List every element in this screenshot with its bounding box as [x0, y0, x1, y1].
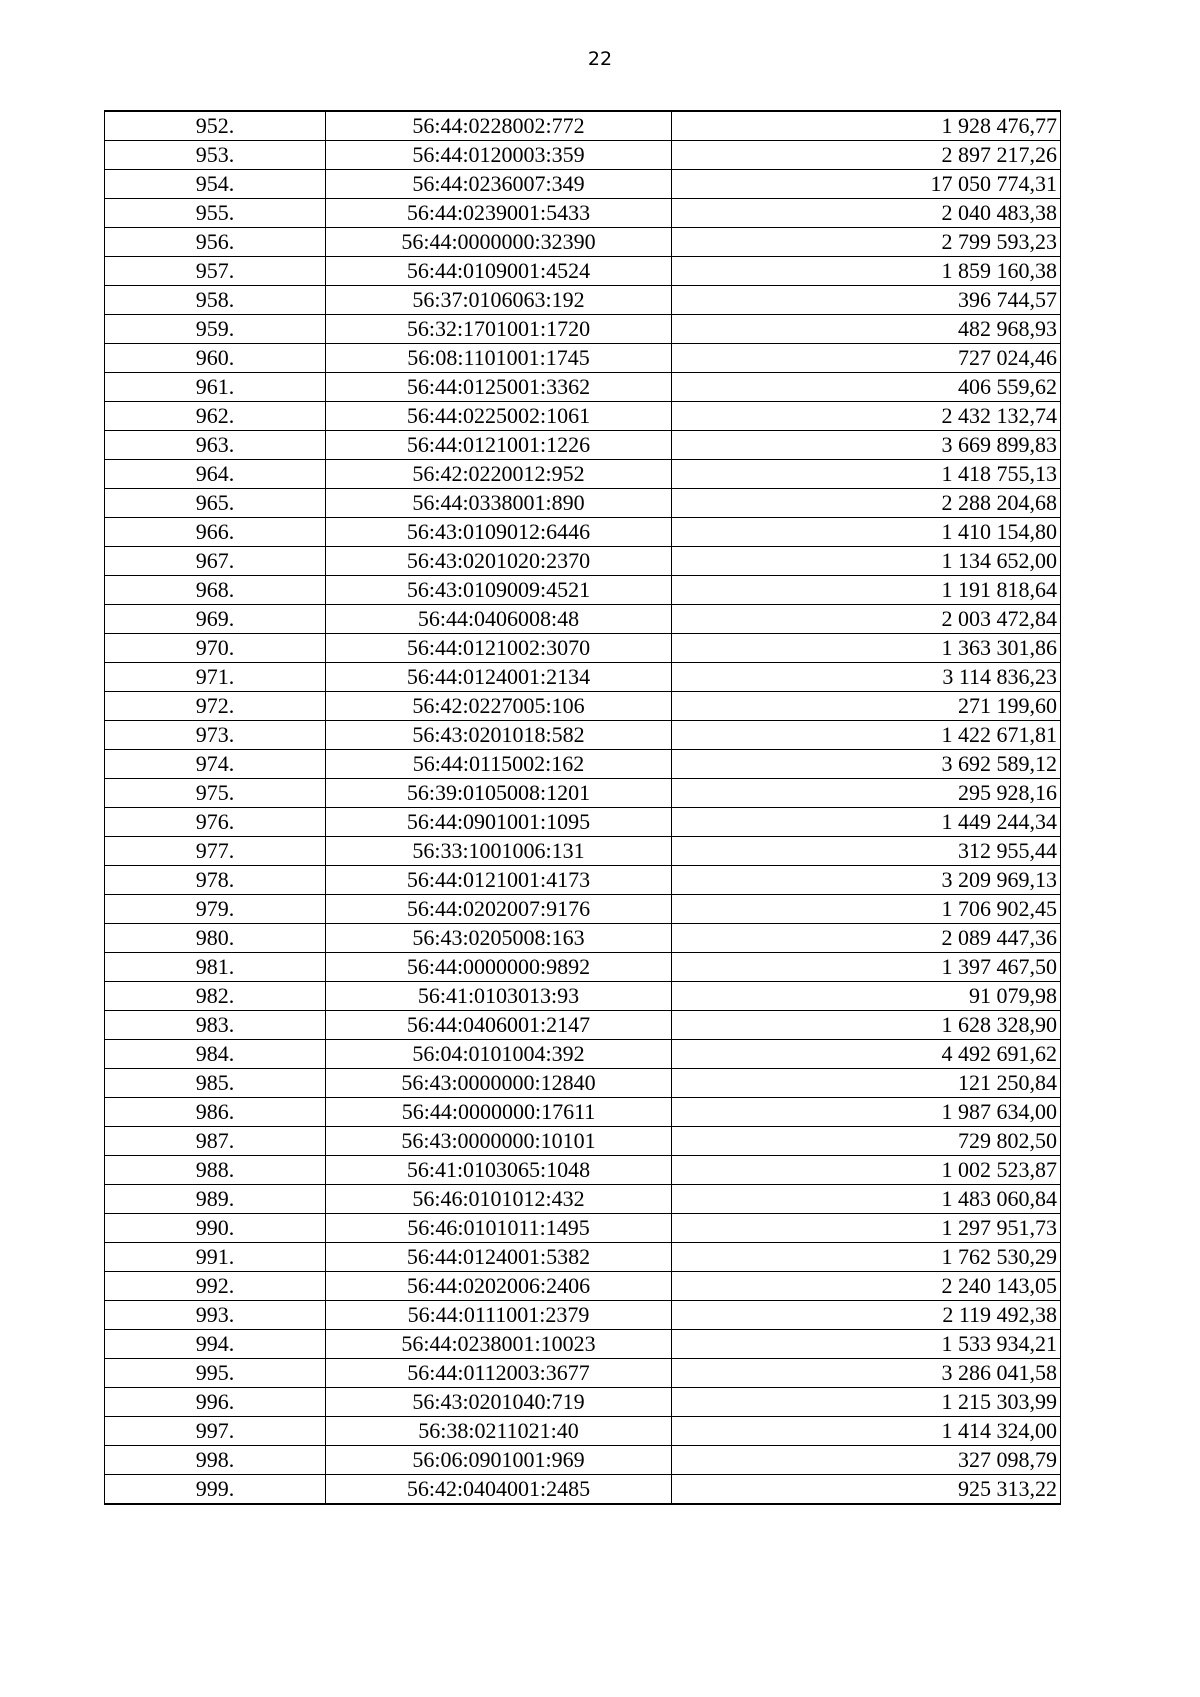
row-number-cell: 984.	[105, 1040, 326, 1069]
cadastral-number-cell: 56:44:0111001:2379	[326, 1301, 672, 1330]
table-row	[105, 315, 1061, 344]
row-number-cell: 981.	[105, 953, 326, 982]
cadastral-number-cell: 56:44:0000000:9892	[326, 953, 672, 982]
table-row	[105, 228, 1061, 257]
table-row	[105, 1156, 1061, 1185]
table-row	[105, 518, 1061, 547]
cadastral-number-cell: 56:44:0000000:17611	[326, 1098, 672, 1127]
cadastral-value-cell: 1 483 060,84	[672, 1185, 1061, 1214]
row-number-cell: 995.	[105, 1359, 326, 1388]
table-row	[105, 111, 1061, 141]
row-number-cell: 997.	[105, 1417, 326, 1446]
row-number-cell: 990.	[105, 1214, 326, 1243]
table-row	[105, 895, 1061, 924]
cadastral-value-cell: 327 098,79	[672, 1446, 1061, 1475]
table-row	[105, 1359, 1061, 1388]
cadastral-number-cell: 56:06:0901001:969	[326, 1446, 672, 1475]
cadastral-value-cell: 1 414 324,00	[672, 1417, 1061, 1446]
cadastral-number-cell: 56:43:0201040:719	[326, 1388, 672, 1417]
row-number-cell: 968.	[105, 576, 326, 605]
row-number-cell: 972.	[105, 692, 326, 721]
cadastral-number-cell: 56:08:1101001:1745	[326, 344, 672, 373]
cadastral-value-cell: 1 706 902,45	[672, 895, 1061, 924]
row-number-cell: 977.	[105, 837, 326, 866]
table-row	[105, 286, 1061, 315]
cadastral-value-cell: 295 928,16	[672, 779, 1061, 808]
cadastral-value-cell: 271 199,60	[672, 692, 1061, 721]
cadastral-number-cell: 56:44:0120003:359	[326, 141, 672, 170]
cadastral-number-cell: 56:41:0103013:93	[326, 982, 672, 1011]
table-row	[105, 199, 1061, 228]
cadastral-value-cell: 2 089 447,36	[672, 924, 1061, 953]
row-number-cell: 962.	[105, 402, 326, 431]
cadastral-value-cell: 482 968,93	[672, 315, 1061, 344]
table-row	[105, 1243, 1061, 1272]
table-row	[105, 431, 1061, 460]
table-row	[105, 1330, 1061, 1359]
cadastral-number-cell: 56:44:0406008:48	[326, 605, 672, 634]
table-row	[105, 1301, 1061, 1330]
cadastral-value-cell: 2 432 132,74	[672, 402, 1061, 431]
table-row	[105, 547, 1061, 576]
row-number-cell: 987.	[105, 1127, 326, 1156]
cadastral-value-cell: 2 119 492,38	[672, 1301, 1061, 1330]
table-row	[105, 750, 1061, 779]
row-number-cell: 999.	[105, 1475, 326, 1505]
table-row	[105, 170, 1061, 199]
cadastral-number-cell: 56:46:0101011:1495	[326, 1214, 672, 1243]
cadastral-number-cell: 56:44:0124001:5382	[326, 1243, 672, 1272]
cadastral-value-cell: 3 692 589,12	[672, 750, 1061, 779]
cadastral-number-cell: 56:04:0101004:392	[326, 1040, 672, 1069]
cadastral-number-cell: 56:44:0202006:2406	[326, 1272, 672, 1301]
cadastral-number-cell: 56:44:0406001:2147	[326, 1011, 672, 1040]
cadastral-value-cell: 1 533 934,21	[672, 1330, 1061, 1359]
table-row	[105, 1475, 1061, 1505]
cadastral-value-cell: 2 240 143,05	[672, 1272, 1061, 1301]
row-number-cell: 971.	[105, 663, 326, 692]
cadastral-number-cell: 56:44:0238001:10023	[326, 1330, 672, 1359]
cadastral-value-cell: 925 313,22	[672, 1475, 1061, 1505]
row-number-cell: 989.	[105, 1185, 326, 1214]
row-number-cell: 956.	[105, 228, 326, 257]
table-row	[105, 605, 1061, 634]
cadastral-number-cell: 56:44:0115002:162	[326, 750, 672, 779]
cadastral-number-cell: 56:44:0000000:32390	[326, 228, 672, 257]
table-row	[105, 402, 1061, 431]
cadastral-value-cell: 1 859 160,38	[672, 257, 1061, 286]
cadastral-value-cell: 727 024,46	[672, 344, 1061, 373]
cadastral-value-cell: 406 559,62	[672, 373, 1061, 402]
cadastral-value-cell: 312 955,44	[672, 837, 1061, 866]
cadastral-value-cell: 1 422 671,81	[672, 721, 1061, 750]
row-number-cell: 964.	[105, 460, 326, 489]
cadastral-number-cell: 56:42:0220012:952	[326, 460, 672, 489]
table-row	[105, 576, 1061, 605]
row-number-cell: 993.	[105, 1301, 326, 1330]
table-row	[105, 982, 1061, 1011]
cadastral-number-cell: 56:44:0124001:2134	[326, 663, 672, 692]
table-row	[105, 257, 1061, 286]
row-number-cell: 967.	[105, 547, 326, 576]
row-number-cell: 973.	[105, 721, 326, 750]
row-number-cell: 976.	[105, 808, 326, 837]
cadastral-number-cell: 56:44:0239001:5433	[326, 199, 672, 228]
cadastral-value-cell: 2 897 217,26	[672, 141, 1061, 170]
row-number-cell: 986.	[105, 1098, 326, 1127]
table-row	[105, 721, 1061, 750]
row-number-cell: 963.	[105, 431, 326, 460]
cadastral-value-cell: 1 418 755,13	[672, 460, 1061, 489]
cadastral-number-cell: 56:42:0227005:106	[326, 692, 672, 721]
table-row	[105, 489, 1061, 518]
cadastral-number-cell: 56:32:1701001:1720	[326, 315, 672, 344]
cadastral-value-cell: 1 987 634,00	[672, 1098, 1061, 1127]
cadastral-number-cell: 56:38:0211021:40	[326, 1417, 672, 1446]
table-row	[105, 924, 1061, 953]
cadastral-value-cell: 1 134 652,00	[672, 547, 1061, 576]
cadastral-number-cell: 56:39:0105008:1201	[326, 779, 672, 808]
table-row	[105, 808, 1061, 837]
cadastral-number-cell: 56:43:0109012:6446	[326, 518, 672, 547]
table-row	[105, 634, 1061, 663]
table-row	[105, 1272, 1061, 1301]
page-number: 22	[587, 48, 613, 70]
cadastral-number-cell: 56:44:0901001:1095	[326, 808, 672, 837]
cadastral-value-cell: 2 288 204,68	[672, 489, 1061, 518]
table-body	[105, 111, 1061, 1504]
table-row	[105, 1040, 1061, 1069]
row-number-cell: 998.	[105, 1446, 326, 1475]
row-number-cell: 985.	[105, 1069, 326, 1098]
cadastral-number-cell: 56:44:0121001:4173	[326, 866, 672, 895]
table-row	[105, 779, 1061, 808]
table-row	[105, 1127, 1061, 1156]
row-number-cell: 983.	[105, 1011, 326, 1040]
row-number-cell: 992.	[105, 1272, 326, 1301]
table-row	[105, 1214, 1061, 1243]
cadastral-number-cell: 56:33:1001006:131	[326, 837, 672, 866]
table-row	[105, 1011, 1061, 1040]
row-number-cell: 980.	[105, 924, 326, 953]
cadastral-value-cell: 1 002 523,87	[672, 1156, 1061, 1185]
cadastral-value-table	[104, 110, 1061, 1505]
table-row	[105, 953, 1061, 982]
cadastral-number-cell: 56:43:0205008:163	[326, 924, 672, 953]
row-number-cell: 959.	[105, 315, 326, 344]
cadastral-number-cell: 56:43:0000000:10101	[326, 1127, 672, 1156]
cadastral-value-cell: 3 209 969,13	[672, 866, 1061, 895]
cadastral-number-cell: 56:44:0112003:3677	[326, 1359, 672, 1388]
row-number-cell: 958.	[105, 286, 326, 315]
cadastral-number-cell: 56:44:0125001:3362	[326, 373, 672, 402]
cadastral-value-cell: 2 799 593,23	[672, 228, 1061, 257]
table-row	[105, 373, 1061, 402]
row-number-cell: 970.	[105, 634, 326, 663]
table-row	[105, 1417, 1061, 1446]
row-number-cell: 961.	[105, 373, 326, 402]
row-number-cell: 988.	[105, 1156, 326, 1185]
row-number-cell: 982.	[105, 982, 326, 1011]
cadastral-value-cell: 121 250,84	[672, 1069, 1061, 1098]
cadastral-number-cell: 56:44:0202007:9176	[326, 895, 672, 924]
cadastral-value-cell: 1 449 244,34	[672, 808, 1061, 837]
table-row	[105, 1185, 1061, 1214]
table-row	[105, 1388, 1061, 1417]
cadastral-value-cell: 4 492 691,62	[672, 1040, 1061, 1069]
cadastral-value-cell: 1 297 951,73	[672, 1214, 1061, 1243]
row-number-cell: 974.	[105, 750, 326, 779]
cadastral-number-cell: 56:41:0103065:1048	[326, 1156, 672, 1185]
table-row	[105, 141, 1061, 170]
table-row	[105, 692, 1061, 721]
cadastral-number-cell: 56:44:0338001:890	[326, 489, 672, 518]
row-number-cell: 991.	[105, 1243, 326, 1272]
row-number-cell: 952.	[105, 111, 326, 141]
cadastral-number-cell: 56:43:0201020:2370	[326, 547, 672, 576]
cadastral-value-cell: 1 215 303,99	[672, 1388, 1061, 1417]
cadastral-value-cell: 729 802,50	[672, 1127, 1061, 1156]
cadastral-number-cell: 56:44:0228002:772	[326, 111, 672, 141]
cadastral-value-cell: 1 191 818,64	[672, 576, 1061, 605]
cadastral-number-cell: 56:43:0109009:4521	[326, 576, 672, 605]
row-number-cell: 955.	[105, 199, 326, 228]
row-number-cell: 979.	[105, 895, 326, 924]
table-row	[105, 663, 1061, 692]
cadastral-number-cell: 56:42:0404001:2485	[326, 1475, 672, 1505]
cadastral-number-cell: 56:44:0225002:1061	[326, 402, 672, 431]
table-row	[105, 1098, 1061, 1127]
cadastral-value-cell: 3 114 836,23	[672, 663, 1061, 692]
cadastral-value-cell: 17 050 774,31	[672, 170, 1061, 199]
cadastral-number-cell: 56:44:0121001:1226	[326, 431, 672, 460]
cadastral-value-cell: 1 410 154,80	[672, 518, 1061, 547]
cadastral-value-cell: 91 079,98	[672, 982, 1061, 1011]
row-number-cell: 957.	[105, 257, 326, 286]
row-number-cell: 996.	[105, 1388, 326, 1417]
cadastral-number-cell: 56:44:0121002:3070	[326, 634, 672, 663]
cadastral-number-cell: 56:44:0109001:4524	[326, 257, 672, 286]
row-number-cell: 954.	[105, 170, 326, 199]
table-row	[105, 1446, 1061, 1475]
cadastral-value-cell: 396 744,57	[672, 286, 1061, 315]
row-number-cell: 975.	[105, 779, 326, 808]
cadastral-number-cell: 56:37:0106063:192	[326, 286, 672, 315]
cadastral-value-cell: 1 762 530,29	[672, 1243, 1061, 1272]
cadastral-value-cell: 1 363 301,86	[672, 634, 1061, 663]
cadastral-value-cell: 1 928 476,77	[672, 111, 1061, 141]
row-number-cell: 978.	[105, 866, 326, 895]
table-row	[105, 837, 1061, 866]
row-number-cell: 966.	[105, 518, 326, 547]
row-number-cell: 960.	[105, 344, 326, 373]
cadastral-number-cell: 56:44:0236007:349	[326, 170, 672, 199]
cadastral-number-cell: 56:43:0000000:12840	[326, 1069, 672, 1098]
cadastral-value-cell: 3 286 041,58	[672, 1359, 1061, 1388]
row-number-cell: 969.	[105, 605, 326, 634]
row-number-cell: 953.	[105, 141, 326, 170]
table-row	[105, 866, 1061, 895]
table-row	[105, 1069, 1061, 1098]
cadastral-value-cell: 1 397 467,50	[672, 953, 1061, 982]
cadastral-value-cell: 2 040 483,38	[672, 199, 1061, 228]
table-row	[105, 460, 1061, 489]
cadastral-value-cell: 2 003 472,84	[672, 605, 1061, 634]
cadastral-value-cell: 1 628 328,90	[672, 1011, 1061, 1040]
table-row	[105, 344, 1061, 373]
cadastral-number-cell: 56:43:0201018:582	[326, 721, 672, 750]
row-number-cell: 965.	[105, 489, 326, 518]
cadastral-value-cell: 3 669 899,83	[672, 431, 1061, 460]
cadastral-number-cell: 56:46:0101012:432	[326, 1185, 672, 1214]
row-number-cell: 994.	[105, 1330, 326, 1359]
